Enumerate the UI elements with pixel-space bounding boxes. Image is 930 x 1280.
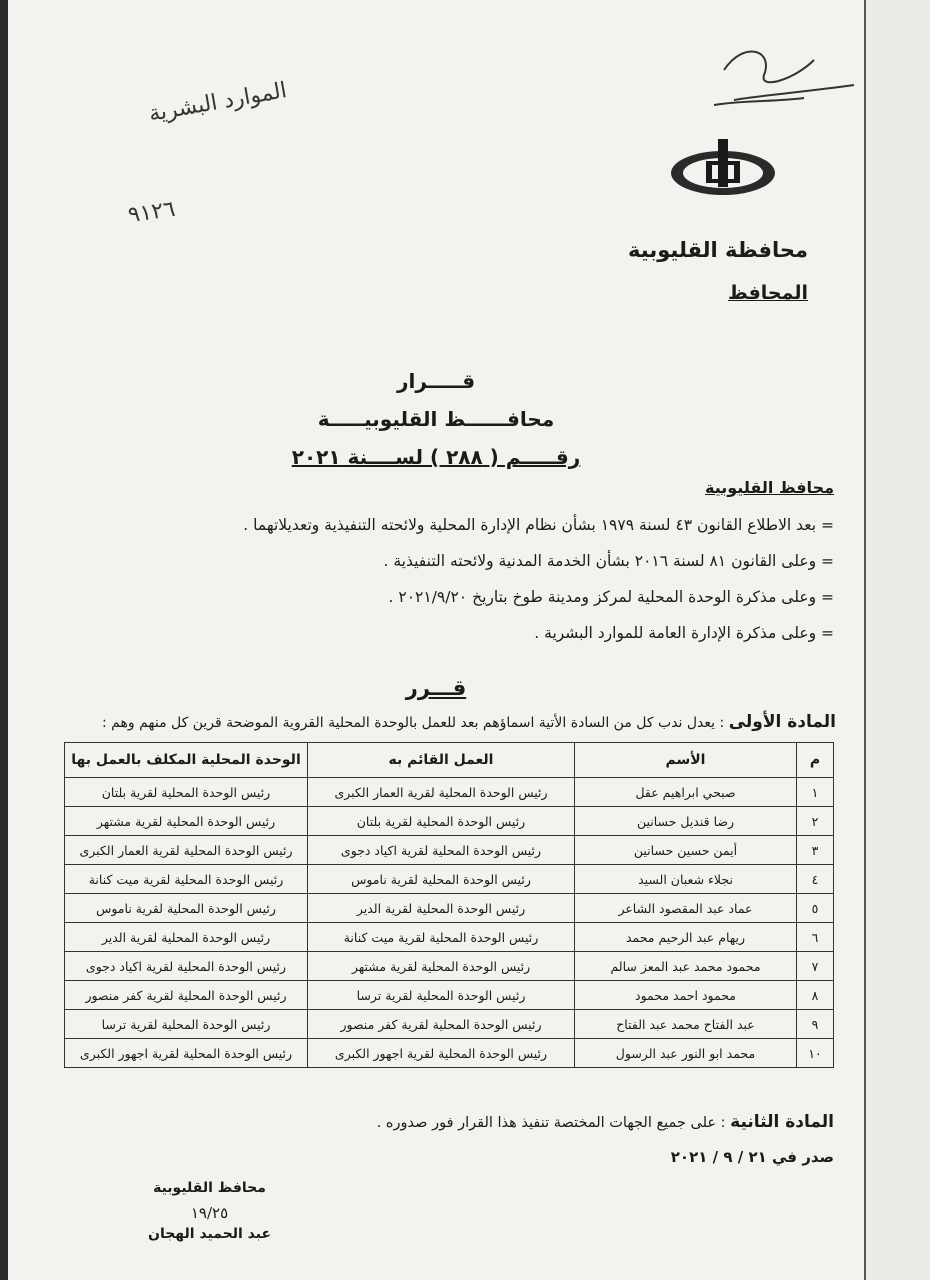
issue-date: صدر في ٢١ / ٩ / ٢٠٢١ — [670, 1148, 834, 1166]
current-job: رئيس الوحدة المحلية لقرية بلتان — [308, 807, 575, 836]
signatory-name: عبد الحميد الهجان — [148, 1226, 272, 1242]
preamble — [34, 478, 834, 651]
employee-name: محمد ابو النور عبد الرسول — [575, 1039, 797, 1068]
handwritten-number: ٩١٢٦ — [126, 196, 177, 229]
current-job: رئيس الوحدة المحلية لقرية ترسا — [308, 981, 575, 1010]
governorate-name: محافظة القليوبية — [628, 238, 808, 262]
table-row — [65, 981, 834, 1010]
signatory-title: محافظ القليوبية — [153, 1180, 266, 1196]
current-job: رئيس الوحدة المحلية لقرية اجهور الكبرى — [308, 1039, 575, 1068]
current-job: رئيس الوحدة المحلية لقرية مشتهر — [308, 952, 575, 981]
document-page — [8, 0, 864, 1280]
col-header-new-unit: الوحدة المحلية المكلف بالعمل بها — [65, 743, 308, 778]
current-job: رئيس الوحدة المحلية لقرية العمار الكبرى — [308, 778, 575, 807]
current-job: رئيس الوحدة المحلية لقرية ناموس — [308, 865, 575, 894]
title-line-2: محافــــــظ القليوبيـــــة — [317, 407, 555, 431]
employee-name: رضا قنديل حسانين — [575, 807, 797, 836]
row-index: ٧ — [797, 952, 834, 981]
preamble-heading: محافظ القليوبية — [705, 478, 834, 497]
employee-name: محمود احمد محمود — [575, 981, 797, 1010]
employee-name: عبد الفتاح محمد عبد الفتاح — [575, 1010, 797, 1039]
row-index: ٤ — [797, 865, 834, 894]
current-job: رئيس الوحدة المحلية لقرية اكياد دجوى — [308, 836, 575, 865]
new-unit: رئيس الوحدة المحلية لقرية بلتان — [65, 778, 308, 807]
table-row — [65, 836, 834, 865]
new-unit: رئيس الوحدة المحلية لقرية مشتهر — [65, 807, 308, 836]
article-1 — [26, 712, 836, 732]
letterhead — [628, 238, 808, 304]
row-index: ٢ — [797, 807, 834, 836]
new-unit: رئيس الوحدة المحلية لقرية اجهور الكبرى — [65, 1039, 308, 1068]
current-job: رئيس الوحدة المحلية لقرية ميت كنانة — [308, 923, 575, 952]
preamble-line: = بعد الاطلاع القانون ٤٣ لسنة ١٩٧٩ بشأن نظام الإدارة المحلية ولائحته التنفيذية وتعديلاتهما . — [243, 516, 834, 534]
decree-number: رقـــــم ( ٢٨٨ ) لســــنة ٢٠٢١ — [291, 445, 581, 469]
preamble-line: = وعلى مذكرة الإدارة العامة للموارد البشرية . — [534, 624, 834, 642]
new-unit: رئيس الوحدة المحلية لقرية الدير — [65, 923, 308, 952]
row-index: ١ — [797, 778, 834, 807]
preamble-line: = وعلى القانون ٨١ لسنة ٢٠١٦ بشأن الخدمة المدنية ولائحته التنفيذية . — [383, 552, 834, 570]
signature-block — [148, 1180, 271, 1242]
assignment-table — [64, 742, 834, 1068]
article-2-label: المادة الثانية — [730, 1112, 834, 1132]
table-row — [65, 1010, 834, 1039]
new-unit: رئيس الوحدة المحلية لقرية اكياد دجوى — [65, 952, 308, 981]
governorate-logo-icon — [668, 135, 778, 205]
table-row — [65, 778, 834, 807]
employee-name: عماد عبد المقصود الشاعر — [575, 894, 797, 923]
col-header-name: الأسم — [575, 743, 797, 778]
table-row — [65, 952, 834, 981]
table-header-row — [65, 743, 834, 778]
table-row — [65, 807, 834, 836]
article-2-text: : على جميع الجهات المختصة تنفيذ هذا القرار فور صدوره . — [376, 1115, 726, 1131]
employee-name: نجلاء شعبان السيد — [575, 865, 797, 894]
row-index: ٣ — [797, 836, 834, 865]
article-1-text: : يعدل ندب كل من السادة الأتية اسماؤهم بعد للعمل بالوحدة المحلية القروية الموضحة قرين كل منهم وهم : — [102, 715, 725, 731]
row-index: ٩ — [797, 1010, 834, 1039]
row-index: ٨ — [797, 981, 834, 1010]
new-unit: رئيس الوحدة المحلية لقرية ميت كنانة — [65, 865, 308, 894]
row-index: ١٠ — [797, 1039, 834, 1068]
handwritten-scribble-icon — [704, 0, 864, 120]
table-row — [65, 1039, 834, 1068]
article-1-label: المادة الأولى — [728, 712, 836, 732]
new-unit: رئيس الوحدة المحلية لقرية ناموس — [65, 894, 308, 923]
office-name: المحافظ — [728, 282, 808, 304]
col-header-current-job: العمل القائم به — [308, 743, 575, 778]
row-index: ٥ — [797, 894, 834, 923]
table-row — [65, 865, 834, 894]
table-row — [65, 923, 834, 952]
current-job: رئيس الوحدة المحلية لقرية كفر منصور — [308, 1010, 575, 1039]
new-unit: رئيس الوحدة المحلية لقرية ترسا — [65, 1010, 308, 1039]
adjacent-page-edge — [864, 0, 930, 1280]
employee-name: محمود محمد عبد المعز سالم — [575, 952, 797, 981]
new-unit: رئيس الوحدة المحلية لقرية كفر منصور — [65, 981, 308, 1010]
employee-name: ريهام عبد الرحيم محمد — [575, 923, 797, 952]
article-2 — [377, 1112, 834, 1132]
signature-date: ١٩/٢٥ — [190, 1204, 229, 1222]
employee-name: صبحي ابراهيم عقل — [575, 778, 797, 807]
table-row — [65, 894, 834, 923]
new-unit: رئيس الوحدة المحلية لقرية العمار الكبرى — [65, 836, 308, 865]
decree-title — [8, 362, 864, 476]
preamble-line: = وعلى مذكرة الوحدة المحلية لمركز ومدينة طوخ بتاريخ ٢٠٢١/٩/٢٠ . — [388, 588, 834, 606]
handwritten-note: الموارد البشرية — [146, 78, 289, 127]
col-header-index: م — [797, 743, 834, 778]
row-index: ٦ — [797, 923, 834, 952]
title-line-1: قـــــرار — [396, 369, 476, 393]
employee-name: أيمن حسين حسانين — [575, 836, 797, 865]
current-job: رئيس الوحدة المحلية لقرية الدير — [308, 894, 575, 923]
decree-word: قـــرر — [405, 676, 467, 700]
